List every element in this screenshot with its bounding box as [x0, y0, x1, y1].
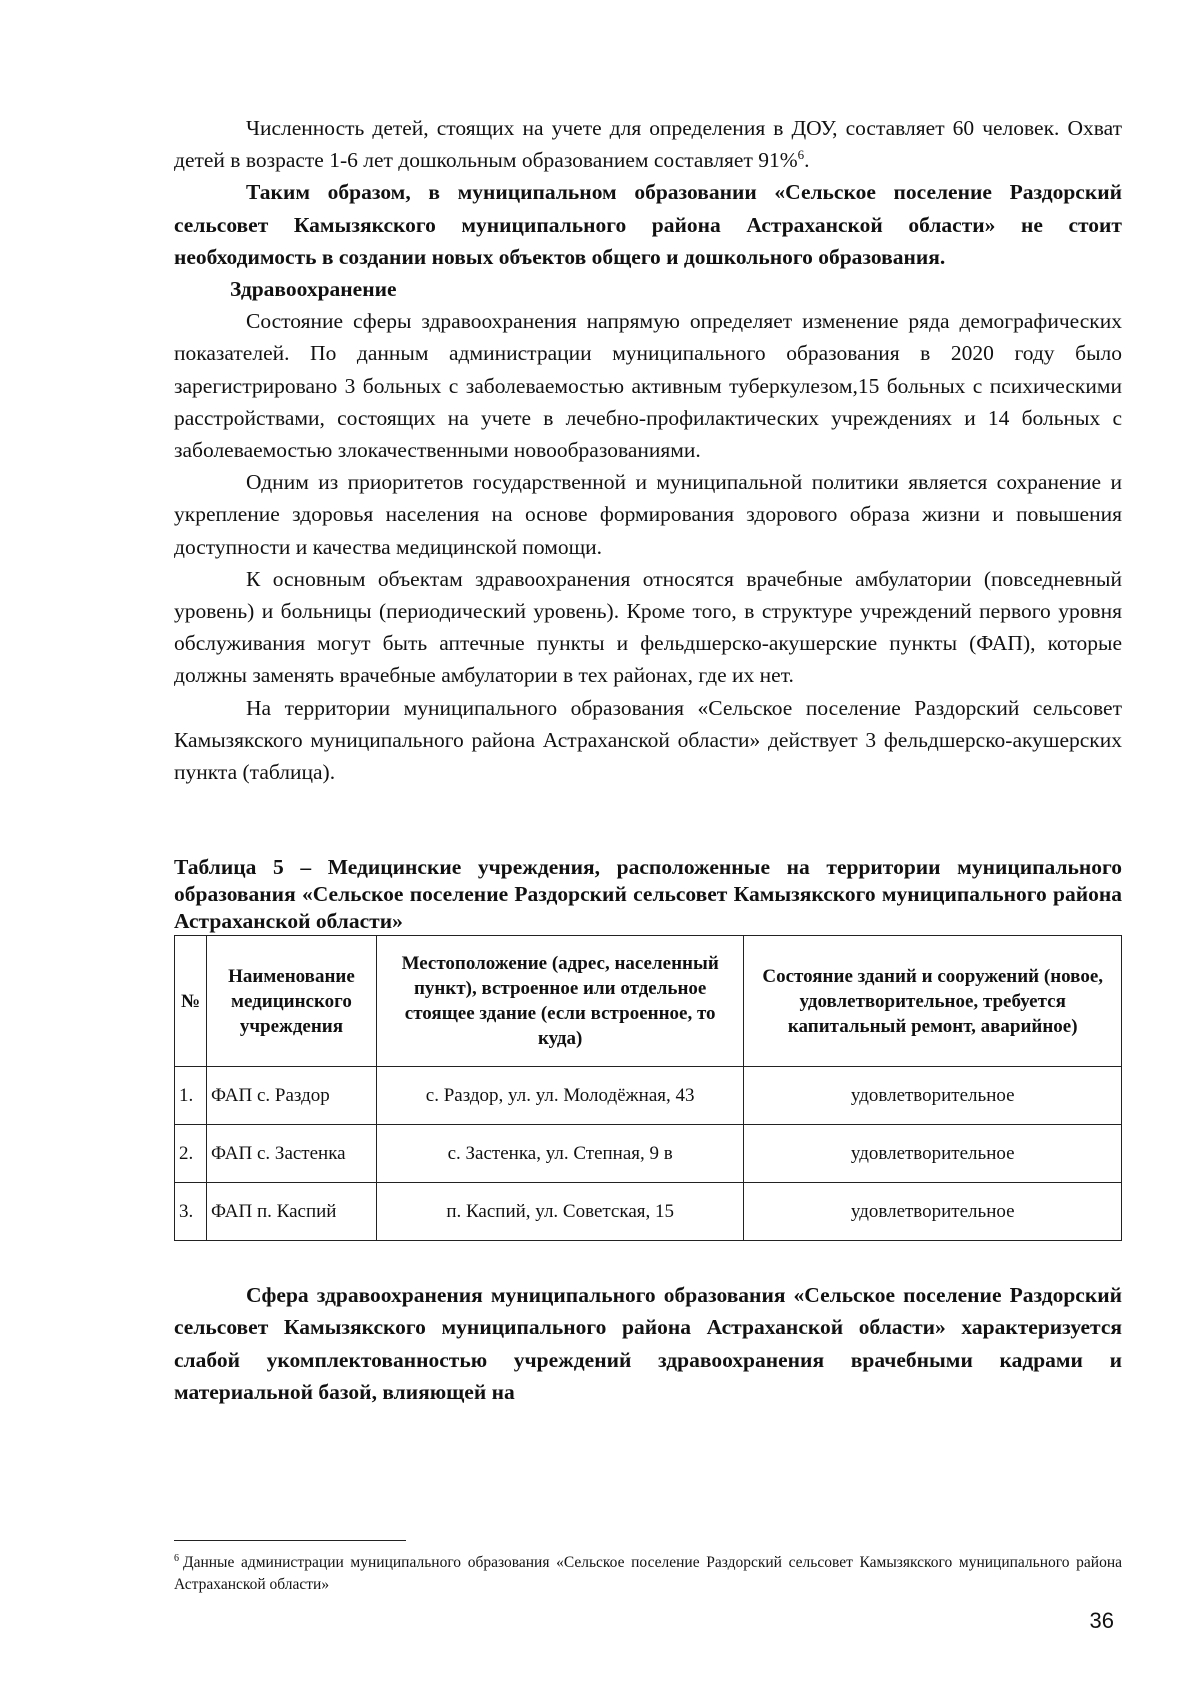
- paragraph-conclusion: Таким образом, в муниципальном образовании «Сельское поселение Раздорский сельсовет Камызякского муниципального района Астраханской области» не стоит необходимость в создании новых объектов общего и дошкольного образования.: [174, 180, 1122, 269]
- column-header-location: Местоположение (адрес, населенный пункт), встроенное или отдельное стоящее здание (если встроенное, то куда): [376, 936, 744, 1067]
- paragraph-preschool: [174, 112, 1122, 176]
- page-number: 36: [1089, 1608, 1114, 1633]
- cell-location: с. Раздор, ул. ул. Молодёжная, 43: [376, 1067, 744, 1125]
- spacer: [174, 788, 1122, 854]
- paragraph-objects: К основным объектам здравоохранения относятся врачебные амбулатории (повседневный уровень) и больницы (периодический уровень). Кроме того, в структуре учреждений первого уровня обслуживания могут быть аптечные пункты и фельдшерско-акушерские пункты (ФАП), которые должны заменять врачебные амбулатории в тех районах, где их нет.: [174, 566, 1122, 688]
- cell-condition: удовлетворительное: [744, 1183, 1122, 1241]
- paragraph-health-state: Состояние сферы здравоохранения напрямую определяет изменение ряда демографических показателей. По данным администрации муниципального образования в 2020 году было зарегистрировано 3 больных с заболеваемостью активным туберкулезом,15 больных с психическими расстройствами, состоящих на учете в лечебно-профилактических учреждениях и 14 больных с заболеваемостью злокачественными новообразованиями.: [174, 309, 1122, 463]
- cell-number: 1.: [175, 1067, 207, 1125]
- footnote-marker: 6: [174, 1552, 179, 1564]
- footnote-text: Данные администрации муниципального образования «Сельское поселение Раздорский сельсовет Камызякского муниципального района Астраханской области»: [174, 1554, 1122, 1593]
- document-body: [174, 112, 1122, 1408]
- paragraph-territory: На территории муниципального образования «Сельское поселение Раздорский сельсовет Камызякского муниципального района Астраханской области» действует 3 фельдшерско-акушерских пункта (таблица).: [174, 695, 1122, 785]
- table-header-row: [175, 936, 1122, 1067]
- cell-number: 2.: [175, 1125, 207, 1183]
- paragraph-closing: Сфера здравоохранения муниципального образования «Сельское поселение Раздорский сельсовет Камызякского муниципального района Астраханской области» характеризуется слабой укомплектованностью учреждений здравоохранения врачебными кадрами и материальной базой, влияющей на: [174, 1283, 1122, 1404]
- cell-location: с. Застенка, ул. Степная, 9 в: [376, 1125, 744, 1183]
- table-row: [175, 1183, 1122, 1241]
- table-row: [175, 1067, 1122, 1125]
- cell-condition: удовлетворительное: [744, 1067, 1122, 1125]
- cell-number: 3.: [175, 1183, 207, 1241]
- cell-name: ФАП п. Каспий: [206, 1183, 376, 1241]
- footnote-divider: [174, 1540, 406, 1541]
- paragraph-priorities: Одним из приоритетов государственной и муниципальной политики является сохранение и укрепление здоровья населения на основе формирования здорового образа жизни и повышения доступности и качества медицинской помощи.: [174, 470, 1122, 559]
- cell-name: ФАП с. Раздор: [206, 1067, 376, 1125]
- column-header-number: №: [175, 936, 207, 1067]
- cell-name: ФАП с. Застенка: [206, 1125, 376, 1183]
- medical-institutions-table: [174, 935, 1122, 1241]
- cell-condition: удовлетворительное: [744, 1125, 1122, 1183]
- column-header-condition: Состояние зданий и сооружений (новое, удовлетворительное, требуется капитальный ремонт, аварийное): [744, 936, 1122, 1067]
- column-header-name: Наименование медицинского учреждения: [206, 936, 376, 1067]
- footnote: [174, 1552, 1122, 1596]
- table-row: [175, 1125, 1122, 1183]
- cell-location: п. Каспий, ул. Советская, 15: [376, 1183, 744, 1241]
- paragraph-end: .: [804, 148, 810, 173]
- table-caption: Таблица 5 – Медицинские учреждения, расположенные на территории муниципального образования «Сельское поселение Раздорский сельсовет Камызякского муниципального района Астраханской области»: [174, 855, 1122, 934]
- footnote-ref: 6: [797, 147, 805, 163]
- paragraph-text: Численность детей, стоящих на учете для определения в ДОУ, составляет 60 человек. Охват детей в возрасте 1-6 лет дошкольным образованием составляет 91%: [174, 116, 1122, 173]
- section-heading: Здравоохранение: [230, 277, 397, 302]
